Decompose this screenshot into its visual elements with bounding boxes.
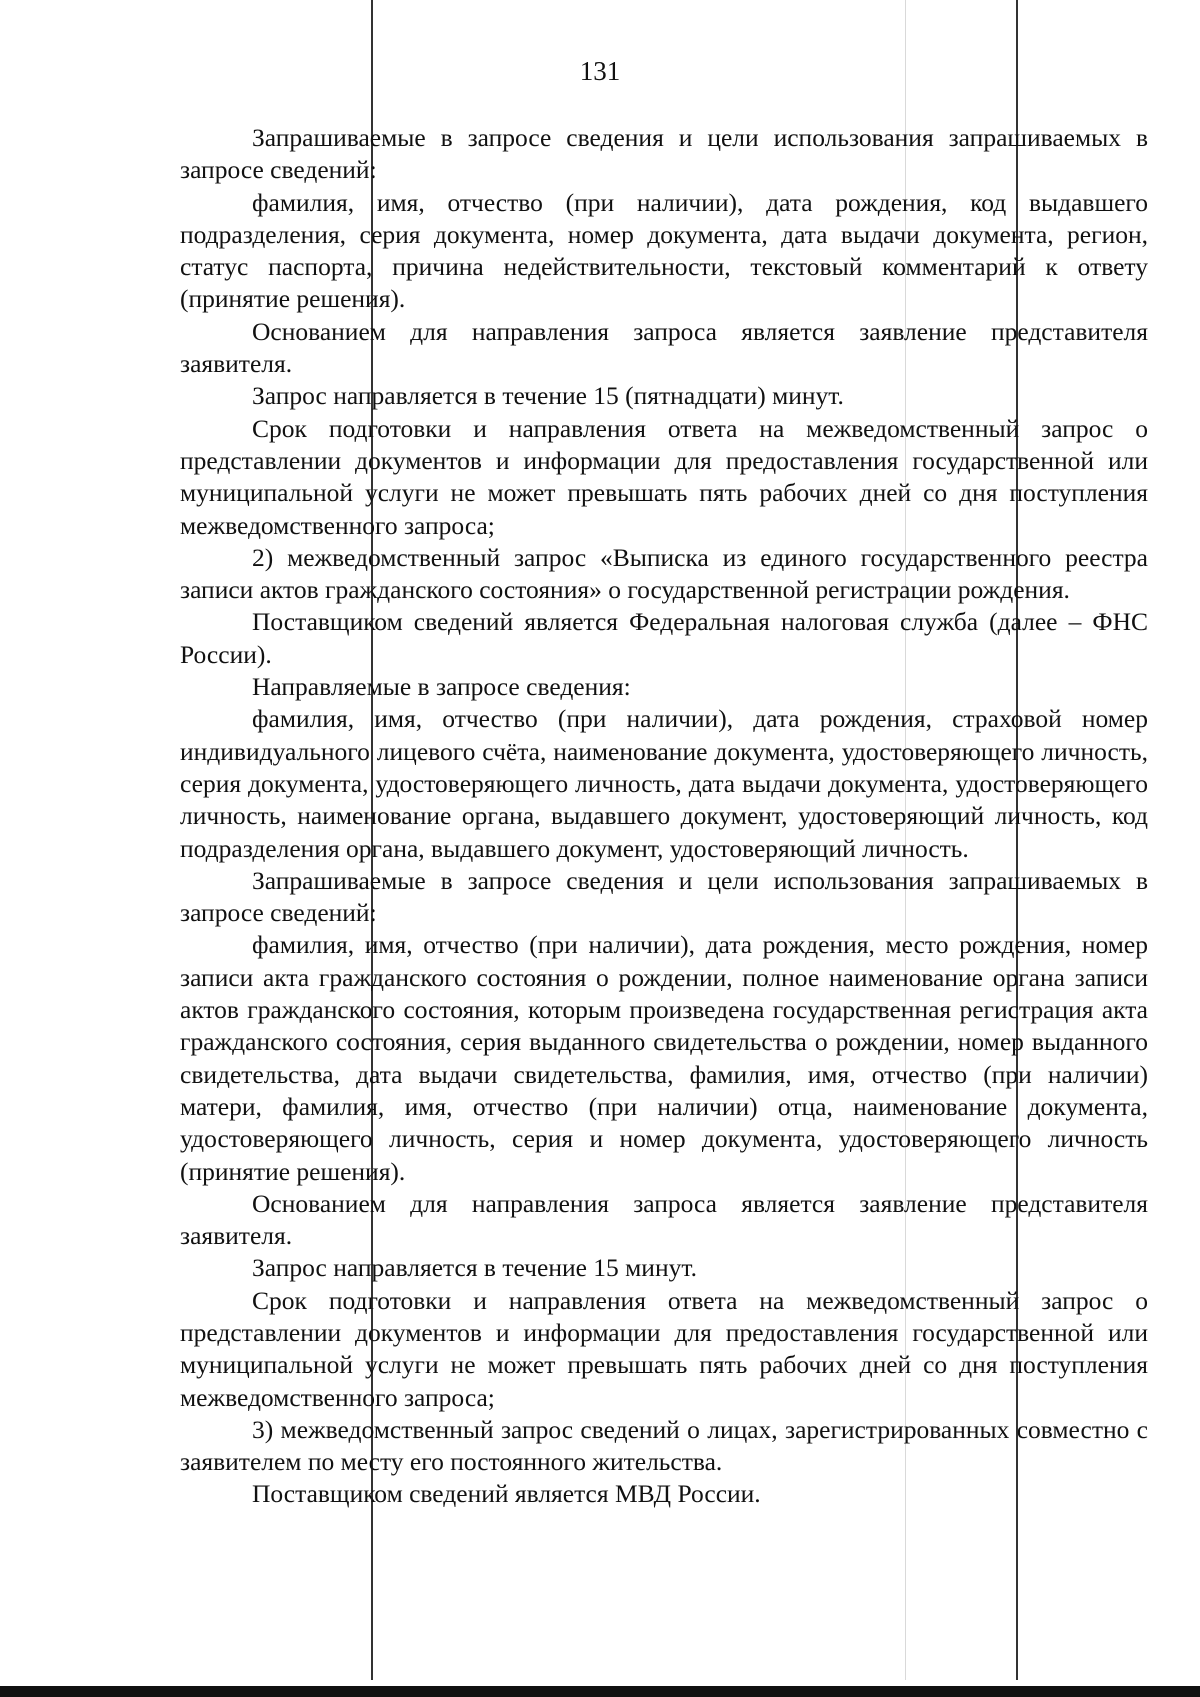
paragraph: Поставщиком сведений является Федеральная налоговая служба (далее – ФНС России). <box>180 607 1148 669</box>
paragraph: Запрашиваемые в запросе сведения и цели использования запрашиваемых в запросе сведений: <box>180 865 1148 928</box>
paragraph: Срок подготовки и направления ответа на межведомственный запрос о представлении документов и информации для предоставления государственной или муниципальной услуги не может превышать пять рабочих дней со дня поступления межведомственного запроса; <box>180 413 1148 540</box>
paragraph: Основанием для направления запроса является заявление представителя заявителя. <box>180 1188 1148 1251</box>
paragraph: Поставщиком сведений является МВД России. <box>252 1479 761 1509</box>
paragraph: Запрос направляется в течение 15 минут. <box>252 1253 697 1283</box>
paragraph: Основанием для направления запроса является заявление представителя заявителя. <box>180 316 1148 379</box>
document-body <box>180 122 1148 1511</box>
paragraph: фамилия, имя, отчество (при наличии), дата рождения, место рождения, номер записи акта гражданского состояния о рождении, полное наименование органа записи актов гражданского состояния, которым произведена государственная регистрация акта гражданского состояния, серия выданного свидетельства о рождении, номер выданного свидетельства, дата выдачи свидетельства, фамилия, имя, отчество (при наличии) матери, фамилия, имя, отчество (при наличии) отца, наименование документа, удостоверяющего личность, серия и номер документа, удостоверяющего личность (принятие решения). <box>180 930 1148 1186</box>
page-number: 131 <box>579 56 621 86</box>
paragraph: 2) межведомственный запрос «Выписка из единого государственного реестра записи актов гражданского состояния» о государственной регистрации рождения. <box>180 542 1148 605</box>
paragraph: фамилия, имя, отчество (при наличии), дата рождения, код выдавшего подразделения, серия документа, номер документа, дата выдачи документа, регион, статус паспорта, причина недействительности, текстовый комментарий к ответу (принятие решения). <box>180 187 1148 314</box>
paragraph: фамилия, имя, отчество (при наличии), дата рождения, страховой номер индивидуального лицевого счёта, наименование документа, удостоверяющего личность, серия документа, удостоверяющего личность, дата выдачи документа, удостоверяющего личность, наименование органа, выдавшего документ, удостоверяющий личность, код подразделения органа, выдавшего документ, удостоверяющий личность. <box>180 704 1148 863</box>
paragraph: 3) межведомственный запрос сведений о лицах, зарегистрированных совместно с заявителем по месту его постоянного жительства. <box>180 1414 1148 1477</box>
scan-bottom-border <box>0 1686 1200 1697</box>
paragraph: Направляемые в запросе сведения: <box>252 672 631 702</box>
paragraph: Запрашиваемые в запросе сведения и цели использования запрашиваемых в запросе сведений: <box>180 123 1148 185</box>
paragraph: Срок подготовки и направления ответа на межведомственный запрос о представлении документов и информации для предоставления государственной или муниципальной услуги не может превышать пять рабочих дней со дня поступления межведомственного запроса; <box>180 1285 1148 1412</box>
paragraph: Запрос направляется в течение 15 (пятнадцати) минут. <box>252 381 844 411</box>
